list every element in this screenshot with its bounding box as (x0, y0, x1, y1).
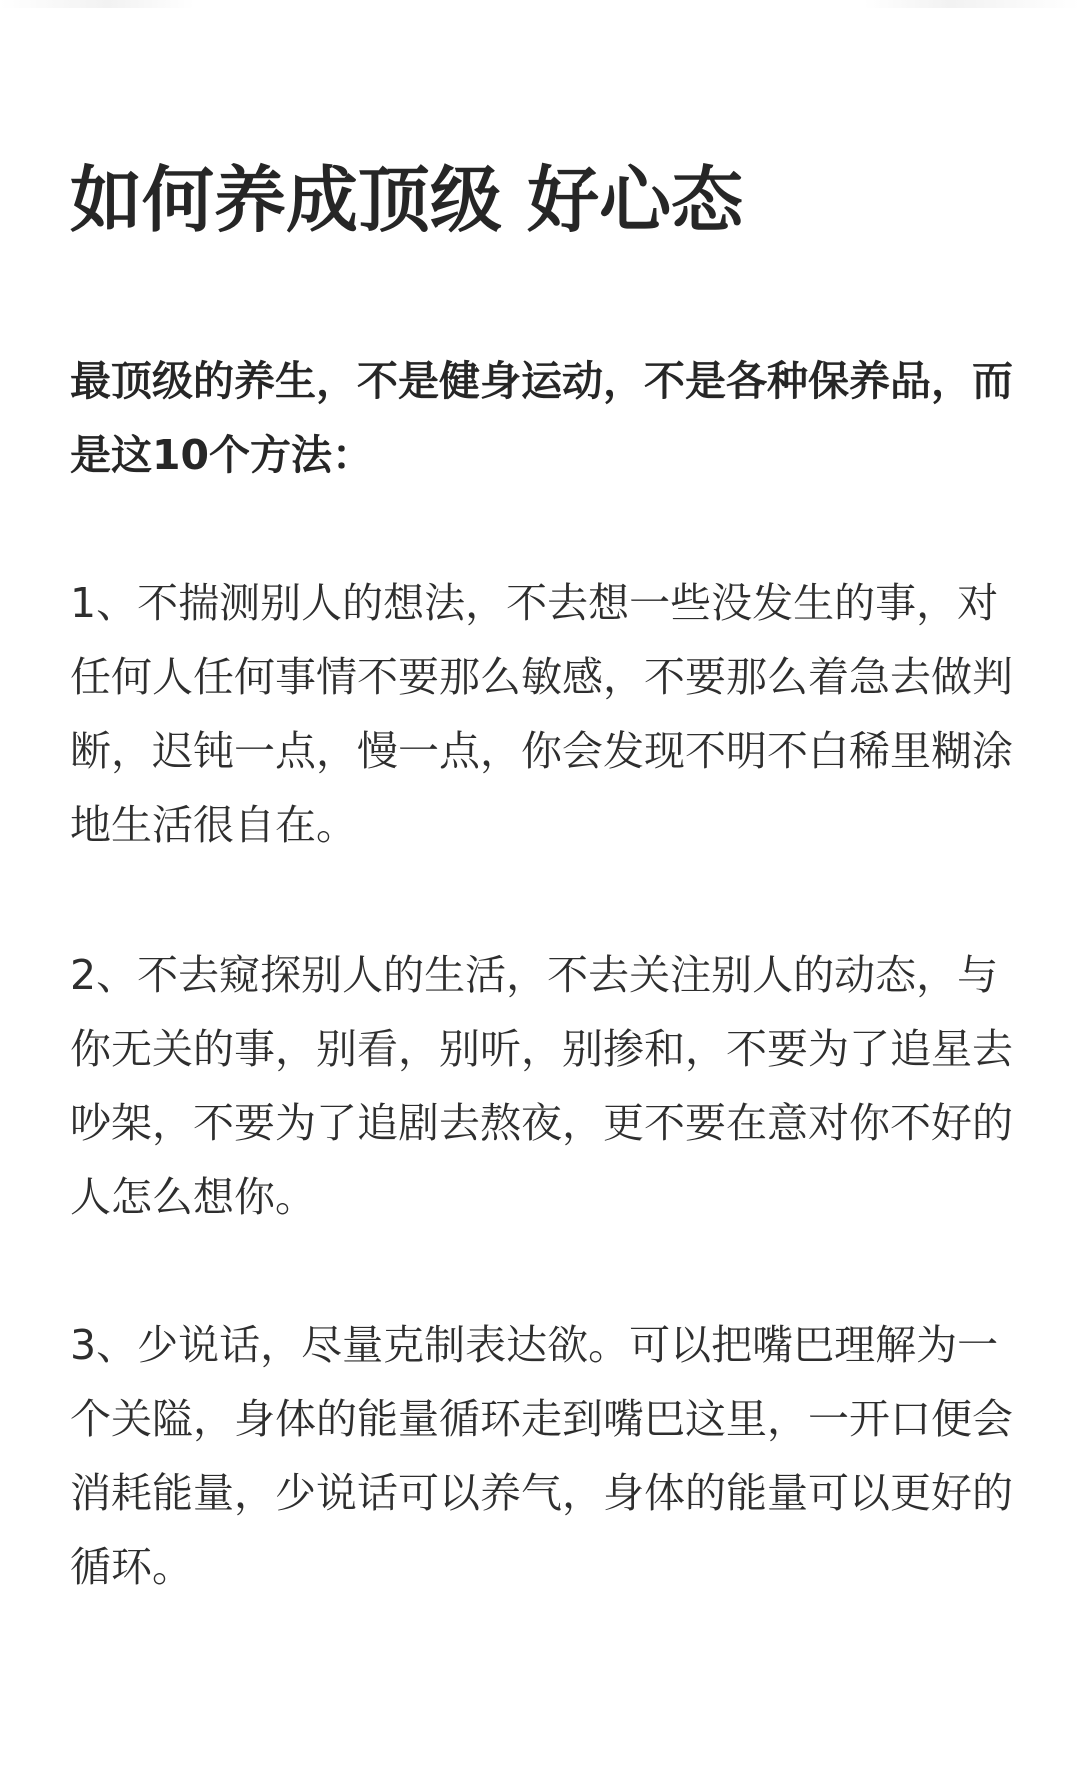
list-item-1: 1、不揣测别人的想法，不去想一些没发生的事，对任何人任何事情不要那么敏感，不要那么着急去做判断，迟钝一点，慢一点，你会发现不明不白稀里糊涂地生活很自在。 (70, 579, 1013, 849)
list-item-2: 2、不去窥探别人的生活，不去关注别人的动态，与你无关的事，别看，别听，别掺和，不要为了追星去吵架，不要为了追剧去熬夜，更不要在意对你不好的人怎么想你。 (70, 951, 1013, 1221)
article-intro: 最顶级的养生，不是健身运动，不是各种保养品，而是这10个方法： (70, 357, 1013, 479)
article-title: 如何养成顶级 好心态 (70, 158, 744, 242)
top-edge-divider (0, 0, 1080, 8)
list-item-3: 3、少说话，尽量克制表达欲。可以把嘴巴理解为一个关隘，身体的能量循环走到嘴巴这里，一开口便会消耗能量，少说话可以养气，身体的能量可以更好的循环。 (70, 1321, 1013, 1591)
